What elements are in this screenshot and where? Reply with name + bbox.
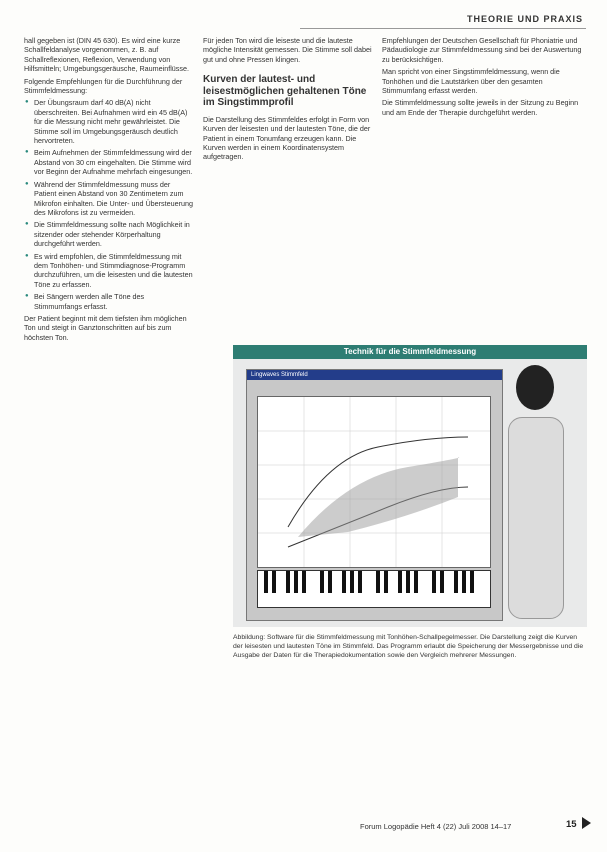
section-header: THEORIE UND PRAXIS [466, 14, 583, 24]
keyboard-graphic [257, 570, 491, 608]
column-3 [382, 36, 582, 336]
col3-paragraph: Die Stimmfeldmessung sollte jeweils in der Sitzung zu Beginn und am Ende der Therapie durchgeführt werden. [382, 98, 579, 117]
bullet-item: ● Die Stimmfeldmessung sollte nach Möglichkeit in sitzender oder stehender Körperhaltung durchgeführt werden. [34, 220, 194, 248]
column-2 [203, 36, 373, 336]
col2-intro: Für jeden Ton wird die leiseste und die lauteste mögliche Intensität gemessen. Die Stimme soll dabei gut und ohne Pressen klingen. [203, 36, 372, 64]
column-1 [24, 36, 194, 786]
col1-outro: Der Patient beginnt mit dem tiefsten ihm möglichen Ton und steigt in Ganztonschritten auf bis zum höchsten Ton. [24, 313, 187, 342]
col1-intro: hall gegeben ist (DIN 45 630). Es wird eine kurze Schallfeldanalyse vorgenommen, z. B. auf Schallreflexionen, Reflexion, Verwendung von Hilfsmitteln; Umgebungsgeräusche, Raumeinflüsse. [24, 36, 189, 74]
bullet-item: ● Beim Aufnehmen der Stimmfeldmessung wird der Abstand von 30 cm eingehalten. Die Stimme wird vor Beginn der Aufnahme mehrfach eingesungen. [34, 148, 194, 176]
bullet-list [24, 98, 194, 311]
bullet-item: ● Während der Stimmfeldmessung muss der Patient einen Abstand von 30 Zentimetern zum Mikrofon einhalten. Die Unter- und Übersteuerung des Mikrofons ist zu vermeiden. [34, 180, 194, 218]
bullet-item: ● Der Übungsraum darf 40 dB(A) nicht überschreiten. Bei Aufnahmen wird ein 45 dB(A) für die Messung nicht mehr gewährleistet. Die Stimme soll im Umgebungsgeräusch deutlich hervortreten. [34, 98, 194, 145]
page-number: 15 [566, 819, 577, 830]
next-page-arrow-icon [582, 817, 591, 829]
col2-body: Die Darstellung des Stimmfeldes erfolgt in Form von Kurven der leisesten und der lautesten Töne, die der Patient in einem Tonumfang erzeugen kann. Die Kurven werden in einem Koordinatensystem aufgetragen. [203, 114, 371, 162]
figure-image [233, 359, 587, 627]
col3-paragraph: Man spricht von einer Singstimmfeldmessung, wenn die Tonhöhen und die Lautstärken über den gesamten Stimmumfang erfasst werden. [382, 67, 560, 96]
col3-paragraph: Empfehlungen der Deutschen Gesellschaft für Phoniatrie und Pädaudiologie zur Stimmfeldmessung sind bei der Auswertung zu berücksichtigen. [382, 36, 582, 64]
piano-keys [258, 571, 490, 607]
figure-caption: Abbildung: Software für die Stimmfeldmessung mit Tonhöhen-Schallpegelmesser. Die Darstellung zeigt die Kurven der leisesten und lautesten Töne im Stimmfeld. Das Programm erlaubt die Speicherung der Messergebnisse und die Ausgabe der Daten für die Therapiedokumentation sowie den Vergleich mehrerer Messungen. [233, 634, 584, 660]
sound-level-meter-image [508, 417, 564, 619]
bullet-item: ● Bei Sängern werden alle Töne des Stimmumfangs erfasst. [34, 292, 194, 311]
footer-journal: Forum Logopädie Heft 4 (22) Juli 2008 14–17 [360, 822, 512, 831]
bullet-item: ● Es wird empfohlen, die Stimmfeldmessung mit dem Tonhöhen- und Stimmdiagnose-Programm durchzuführen, um die leisesten und die lautesten Töne zu erfassen. [34, 252, 194, 290]
subheading: Kurven der lautest- und leisestmöglichen gehaltenen Töne im Singstimmprofil [203, 74, 367, 109]
microphone-image [516, 365, 554, 410]
figure-title: Technik für die Stimmfeldmessung [233, 345, 587, 359]
col1-lead: Folgende Empfehlungen für die Durchführung der Stimmfeldmessung: [24, 76, 183, 96]
voice-field-graphic [258, 397, 490, 567]
header-rule [300, 28, 586, 29]
window-title: Lingwaves Stimmfeld [247, 370, 502, 380]
voice-field-plot [257, 396, 491, 568]
software-window [246, 369, 503, 621]
